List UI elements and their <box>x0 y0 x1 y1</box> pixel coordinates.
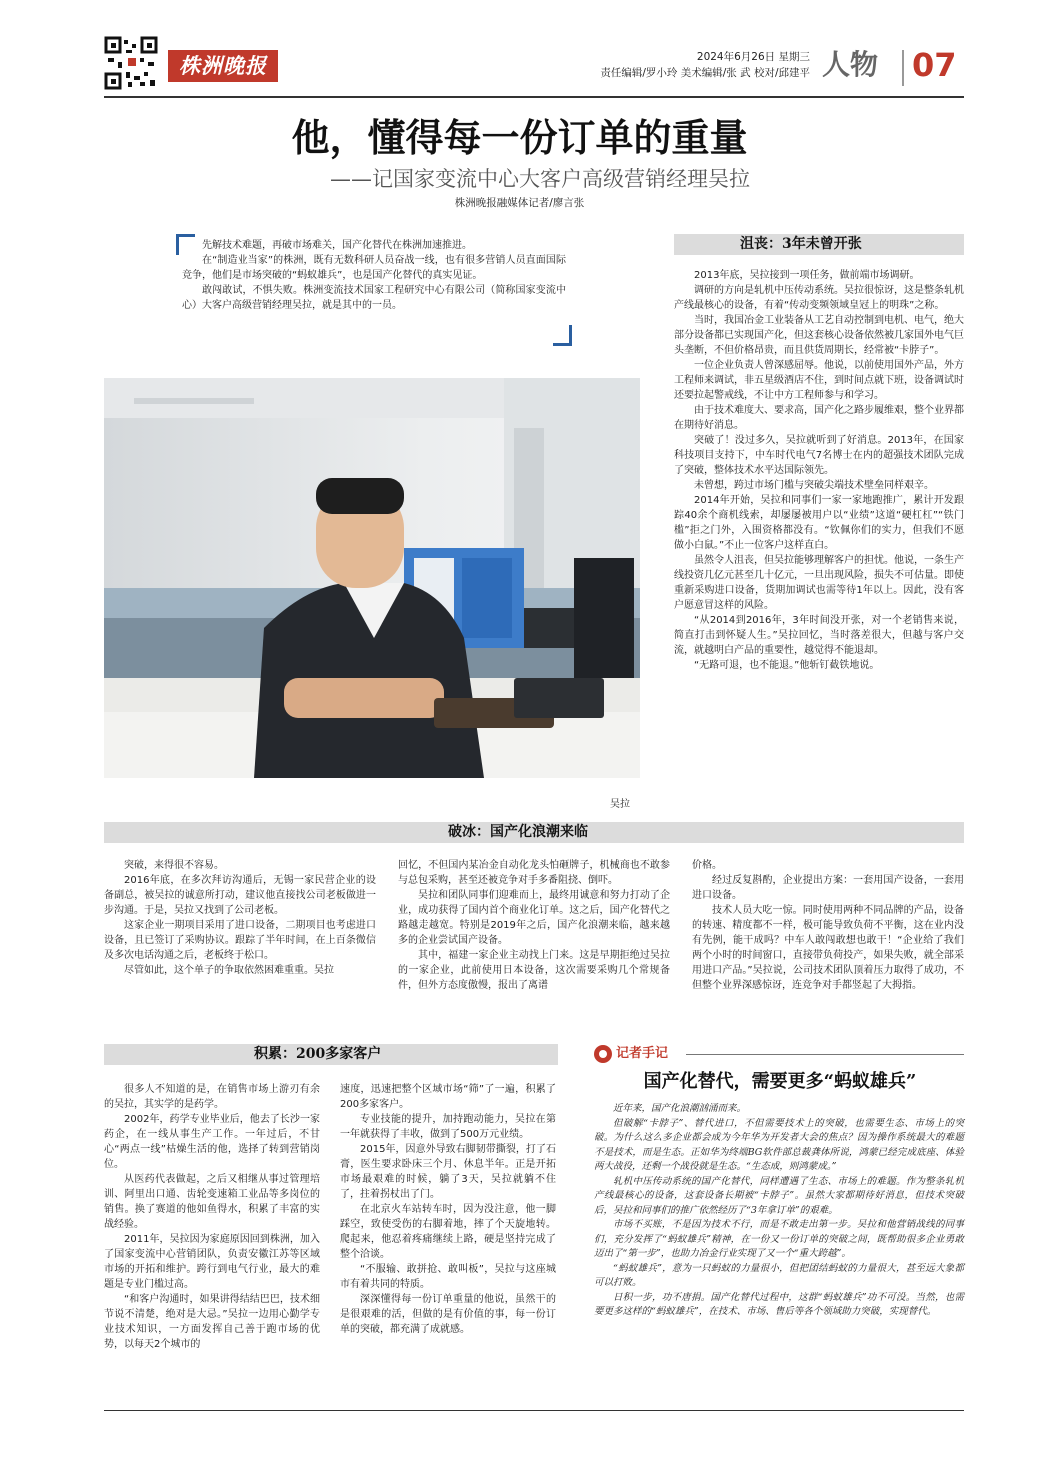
commentary-paragraph: “蚂蚁雄兵”，意为一只蚂蚁的力量很小，但把团结蚂蚁的力量很大，甚至远大象都可以打败。 <box>594 1262 964 1288</box>
section3-column-1 <box>104 1082 320 1352</box>
section3-paragraph: 专业技能的提升，加持跑动能力，吴拉在第一年就获得了丰收，做到了500万元业绩。 <box>340 1114 556 1140</box>
paper-name: 株洲晚报 <box>179 53 267 78</box>
section2-paragraph: 经过反复斟酌，企业提出方案：一套用国产设备，一套用进口设备。 <box>692 875 964 901</box>
header-date: 2024年6月26日 星期三 <box>696 51 810 63</box>
qr-code-icon <box>104 36 158 90</box>
section2-paragraph: 尽管如此，这个单子的争取依然困难重重。吴拉 <box>124 965 334 976</box>
section2-paragraph: 价格。 <box>692 860 722 871</box>
commentary-paragraph: 轧机中压传动系统的国产化替代，同样遭遇了生态、市场上的难题。作为整条轧机产线最核心的设备，这套设备长期被“卡脖子”。虽然大家都期待好消息，但技术突破后，吴拉和同事们的推广依然经历了“3年拿订单”的艰难。 <box>594 1175 964 1216</box>
section3-paragraph: “和客户沟通时，如果讲得结结巴巴，技术细节说不清楚，绝对是大忌。”吴拉一边用心勤学专业技术知识，一方面发挥自己善于跑市场的优势，以每天2个城市的 <box>104 1294 320 1350</box>
section1-column <box>674 268 964 673</box>
photo-caption: 吴拉 <box>610 799 630 810</box>
section-bar-2 <box>104 822 964 843</box>
header-divider <box>902 50 904 86</box>
section-title-2: 破冰：国产化浪潮来临 <box>448 824 588 840</box>
section1-paragraph: 2014年开始，吴拉和同事们一家一家地跑推广，累计开发跟踪40余个商机线索，却屡屡被用户以“业绩”这道“硬杠杠”“铁门槛”拒之门外，入围资格都没有。“钦佩你们的实力，但我们不愿做小白鼠。”不止一位客户这样直白。 <box>674 495 964 551</box>
intro-paragraph: 在“制造业当家”的株洲，既有无数科研人员奋战一线，也有很多营销人员直面国际竞争，他们是市场突破的“蚂蚁雄兵”，也是国产化替代的真实见证。 <box>182 255 566 281</box>
section2-paragraph: 技术人员大吃一惊。同时使用两种不同品牌的产品，设备的转速、精度都不一样，极可能导致负荷不平衡，这在业内没有先例，能干成吗？中车人敢闯敢想也敢干！“企业给了我们两个小时的时间窗口，直接带负荷投产，如果失败，就全部采用进口产品。”吴拉说，公司技术团队顶着压力取得了成功，不但整个业界深感惊讶，连竞争对手都竖起了大拇指。 <box>692 905 964 991</box>
header-editors: 责任编辑/罗小玲 美术编辑/张 武 校对/邱建平 <box>600 67 810 79</box>
section1-paragraph: 一位企业负责人曾深感屈辱。他说，以前使用国外产品，外方工程师来调试，非五星级酒店不住，到时间点就下班，设备调试时还要拉起警戒线，不让中方工程师参与和学习。 <box>674 360 964 401</box>
section2-paragraph: 吴拉和团队同事们迎难而上，最终用诚意和努力打动了企业，成功获得了国内首个商业化订单。这之后，国产化替代之路越走越宽。特别是2019年之后，国产化浪潮来临，越来越多的企业尝试国产设备。 <box>398 890 670 946</box>
intro-box <box>182 238 566 342</box>
section1-paragraph: 由于技术难度大、要求高，国产化之路步履维艰，整个业界都在期待好消息。 <box>674 405 964 431</box>
commentary-tag-label: 记者手记 <box>616 1046 669 1061</box>
commentary-paragraph: 市场不买账，不是因为技术不行，而是不敢走出第一步。吴拉和他营销战线的同事们，充分发挥了“蚂蚁雄兵”精神，在一份又一份订单的突破之间，既帮助很多企业勇敢迈出了“第一步”，也助力冶金行业实现了又一个“重大跨越”。 <box>594 1219 964 1259</box>
portrait-photo <box>104 378 640 778</box>
section2-column-1 <box>104 858 376 978</box>
commentary-paragraph: 近年来，国产化浪潮汹涌而来。 <box>613 1103 747 1114</box>
paper-logo <box>168 50 278 82</box>
section3-column-2 <box>340 1082 556 1337</box>
section-title-1: 沮丧：3年未曾开张 <box>740 236 862 252</box>
commentary-column <box>594 1102 964 1320</box>
intro-bracket-bottom-right <box>553 325 572 346</box>
section2-paragraph: 这家企业一期项目采用了进口设备，二期项目也考虑进口设备，且已签订了采购协议。跟踪了半年时间，在上百条微信及多次电话沟通之后，老板终于松口。 <box>104 920 376 961</box>
headline: 他，懂得每一份订单的重量 <box>291 116 748 160</box>
section1-paragraph: 未曾想，跨过市场门槛与突破尖端技术壁垒同样艰辛。 <box>694 480 934 491</box>
commentary-tag <box>594 1044 684 1064</box>
intro-paragraph: 敢闯敢试，不惧失败。株洲变流技术国家工程研究中心有限公司（简称国家变流中心）大客户高级营销经理吴拉，就是其中的一员。 <box>182 285 566 311</box>
section3-paragraph: 深深懂得每一份订单重量的他说，虽然干的是很艰难的活，但做的是有价值的事，每一份订单的突破，都充满了成就感。 <box>340 1294 556 1335</box>
section-bar-3 <box>104 1044 558 1065</box>
commentary-paragraph: 但破解“卡脖子”、替代进口，不但需要技术上的突破，也需要生态、市场上的突破。为什么这么多企业都会成为今年华为开发者大会的焦点？因为操作系统最大的难题不是技术，而是生态。正如华为终端BG软件部总裁龚体所说，鸿蒙已经完成底座、体验两大战役，还剩一个战役就是生态。“生态成，则鸿蒙成。” <box>594 1117 964 1172</box>
section-name: 人物 <box>822 48 879 81</box>
footer-rule <box>104 1410 964 1411</box>
intro-paragraph: 先解技术难题，再破市场难关，国产化替代在株洲加速推进。 <box>202 240 472 251</box>
section2-column-2 <box>398 858 670 993</box>
section3-paragraph: “不服输、敢拼抢、敢叫板”，吴拉与这座城市有着共同的特质。 <box>340 1264 556 1290</box>
page-number: 07 <box>912 46 957 84</box>
section1-paragraph: 2013年底，吴拉接到一项任务，做前端市场调研。 <box>694 270 920 281</box>
section3-paragraph: 在北京火车站转车时，因为没注意，他一脚踩空，致使受伤的右脚着地，摔了个天旋地转。爬起来，他忍着疼痛继续上路，硬是坚持完成了整个洽谈。 <box>340 1204 556 1260</box>
section-title-3: 积累：200多家客户 <box>254 1046 382 1062</box>
section1-paragraph: 突破了！没过多久，吴拉就听到了好消息。2013年，在国家科技项目支持下，中车时代电气7名博士在内的超强技术团队完成了突破，整体技术水平达国际领先。 <box>674 435 964 476</box>
commentary-rule <box>686 1054 964 1055</box>
commentary-paragraph: 日积一步，功不唐捐。国产化替代过程中，这群“蚂蚁雄兵”功不可没。当然，也需要更多这样的“蚂蚁雄兵”，在技术、市场、售后等各个领域助力突破，实现替代。 <box>594 1291 964 1317</box>
section3-paragraph: 2015年，因意外导致右脚韧带撕裂，打了石膏，医生要求卧床三个月、休息半年。正是开拓市场最艰难的时候，躺了3天，吴拉就躺不住了，拄着拐杖出了门。 <box>340 1144 556 1200</box>
section2-paragraph: 突破，来得很不容易。 <box>124 860 224 871</box>
section3-paragraph: 速度，迅速把整个区域市场“筛”了一遍，积累了200多家客户。 <box>340 1084 556 1110</box>
intro-bracket-top-left <box>176 234 195 255</box>
section2-paragraph: 其中，福建一家企业主动找上门来。这是早期拒绝过吴拉的一家企业，此前使用日本设备，这次需要采购几个常规备件，但外方态度傲慢，报出了离谱 <box>398 950 670 991</box>
section1-paragraph: “无路可退，也不能退。”他斩钉截铁地说。 <box>694 660 880 671</box>
subheadline: ——记国家变流中心大客户高级营销经理吴拉 <box>330 167 750 191</box>
byline: 株洲晚报融媒体记者/廖言张 <box>454 197 585 209</box>
section2-paragraph: 回忆，不但国内某冶金自动化龙头怕砸牌子，机械商也不敢参与总包采购，甚至还被竞争对手多番阻挠、倒吓。 <box>398 860 670 886</box>
section1-paragraph: “从2014到2016年，3年时间没开张，对一个老销售来说，简直打击到怀疑人生。”吴拉回忆，当时落差很大，但越与客户交流，就越明白产品的重要性，越觉得不能退却。 <box>674 615 964 656</box>
section3-paragraph: 2011年，吴拉因为家庭原因回到株洲，加入了国家变流中心营销团队，负责安徽江苏等区域市场的开拓和维护。跨行到电气行业，最大的难题是专业门槛过高。 <box>104 1234 320 1290</box>
section1-paragraph: 调研的方向是轧机中压传动系统。吴拉很惊讶，这是整条轧机产线最核心的设备，有着“传动变频领域皇冠上的明珠”之称。 <box>674 285 964 311</box>
section3-paragraph: 2002年，药学专业毕业后，他去了长沙一家药企，在一线从事生产工作。一年过后，不甘心“两点一线”枯燥生活的他，选择了转到营销岗位。 <box>104 1114 320 1170</box>
section3-paragraph: 很多人不知道的是，在销售市场上游刃有余的吴拉，其实学的是药学。 <box>104 1084 320 1110</box>
section2-column-3 <box>692 858 964 993</box>
section3-paragraph: 从医药代表做起，之后又相继从事过管理培训、阿里出口通、齿轮变速箱工业品等多岗位的销售。换了赛道的他如鱼得水，积累了丰富的实战经验。 <box>104 1174 320 1230</box>
section2-paragraph: 2016年底，在多次拜访沟通后，无锡一家民营企业的设备副总，被吴拉的诚意所打动，建议他直接找公司老板做进一步沟通。于是，吴拉又找到了公司老板。 <box>104 875 376 916</box>
section-bar-1 <box>674 234 964 255</box>
section1-paragraph: 当时，我国冶金工业装备从工艺自动控制到电机、电气，绝大部分设备都已实现国产化，但这套核心设备依然被几家国外电气巨头垄断，不但价格昂贵，而且供货周期长，经常被“卡脖子”。 <box>674 315 964 356</box>
commentary-title: 国产化替代，需要更多“蚂蚁雄兵” <box>643 1071 917 1092</box>
header-rule <box>104 96 964 98</box>
section1-paragraph: 虽然令人沮丧，但吴拉能够理解客户的担忧。他说，一条生产线投资几亿元甚至几十亿元，一旦出现风险，损失不可估量。即使重新采购进口设备，货期加调试也需等待1年以上。因此，没有客户愿意冒这样的风险。 <box>674 555 964 611</box>
